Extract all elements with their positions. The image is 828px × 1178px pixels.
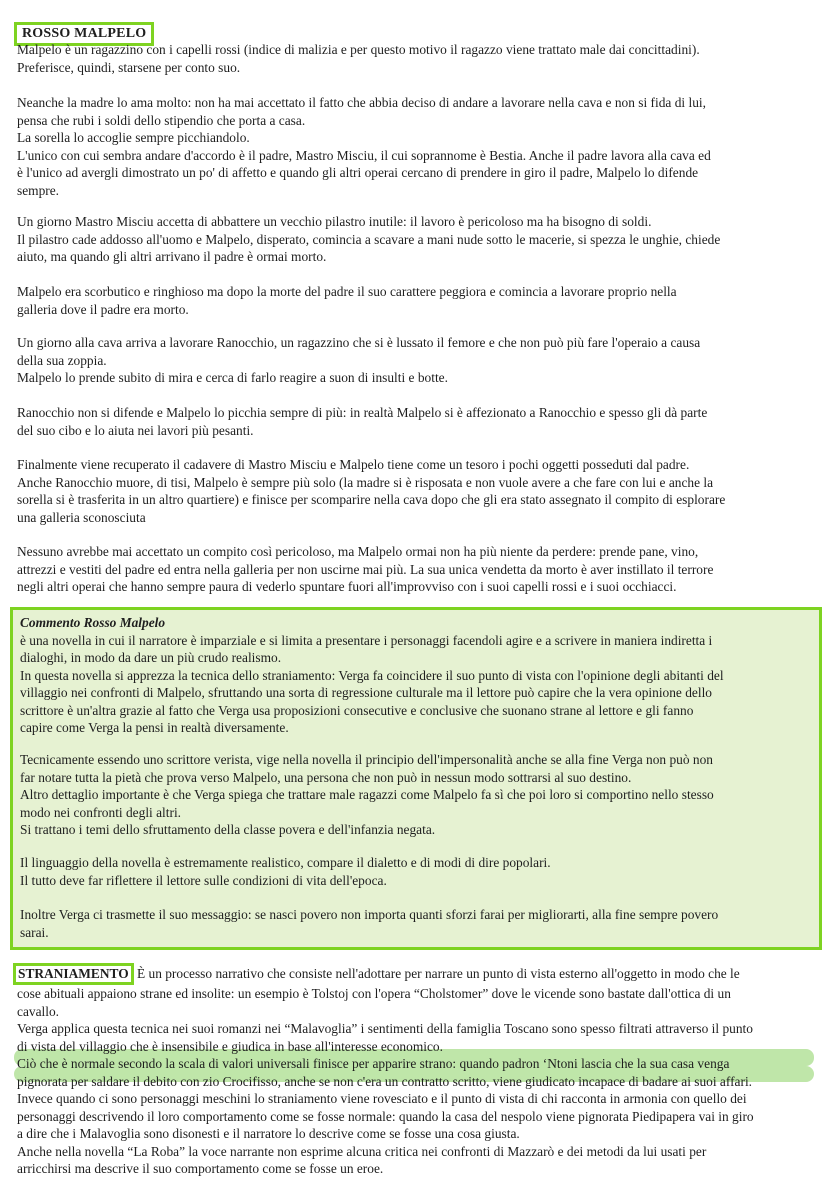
text-line: sarai. — [20, 924, 49, 940]
text-line: di vista del villaggio che è insensibile e giudica in base all'interesse economico. — [17, 1038, 443, 1054]
straniamento-section — [17, 963, 817, 1178]
text-line: Il tutto deve far riflettere il lettore sulle condizioni di vita dell'epoca. — [20, 872, 387, 888]
text-line: personaggi descrivendo il loro comportamento come se fosse normale: quando la casa del nespolo viene pignorata Piedipapera vai in giro — [17, 1108, 754, 1124]
text-line: aiuto, ma quando gli altri arrivano il padre è ormai morto. — [17, 249, 327, 264]
text-line: Invece quando ci sono personaggi meschini lo straniamento viene rovesciato e il punto di vista di chi racconta in armonia con quello dei — [17, 1091, 747, 1106]
text-line: Malpelo era scorbutico e ringhioso ma dopo la morte del padre il suo carattere peggiora e comincia a lavorare proprio nella — [17, 284, 677, 299]
story-paragraph-3 — [17, 213, 817, 266]
text-line: Ranocchio non si difende e Malpelo lo picchia sempre di più: in realtà Malpelo si è affezionato a Ranocchio e spesso gli dà parte — [17, 405, 708, 420]
story-paragraph-5 — [17, 334, 817, 387]
text-line: del suo cibo e lo aiuta nei lavori più pesanti. — [17, 422, 254, 438]
text-line: Nessuno avrebbe mai accettato un compito così pericoloso, ma Malpelo ormai non ha più niente da perdere: prende pane, vino, — [17, 544, 699, 559]
text-line: arricchirsi ma descrive il suo comportamento come se fosse un eroe. — [17, 1161, 384, 1176]
text-line: Anche Ranocchio muore, di tisi, Malpelo è sempre più solo (la madre si è risposata e non vuole avere a che fare con lui e anche la — [17, 474, 714, 490]
text-line — [17, 963, 817, 985]
commentary-paragraph-1 — [20, 614, 820, 737]
text-line: della sua zoppia. — [17, 352, 107, 368]
text-line: villaggio nei confronti di Malpelo, sfruttando una sorta di regressione culturale ma il lettore può capire che la vera opinione dello — [20, 685, 712, 700]
text-line: Si trattano i temi dello sfruttamento della classe povera e dell'infanzia negata. — [20, 822, 436, 837]
text-line: Preferisce, quindi, starsene per conto suo. — [17, 59, 241, 75]
text-line: è l'unico ad avergli dimostrato un po' di affetto e quando gli altri operai cercano di prendere in giro il padre, Malpelo lo difende — [17, 165, 699, 180]
text-line: galleria dove il padre era morto. — [17, 301, 189, 317]
text-line: a dire che i Malavoglia sono disonesti e il narratore lo descrive come se fosse una cosa giusta. — [17, 1126, 520, 1141]
text-line: Malpelo è un ragazzino con i capelli rossi (indice di malizia e per questo motivo il ragazzo viene trattato male dai concittadini). — [17, 42, 700, 57]
story-paragraph-8 — [17, 543, 817, 596]
commentary-paragraph-3 — [20, 854, 820, 889]
text-line: capire come Verga la pensi in realtà diversamente. — [20, 720, 289, 735]
story-paragraph-4 — [17, 283, 817, 318]
text-line: Neanche la madre lo ama molto: non ha mai accettato il fatto che abbia deciso di andare a lavorare nella cava e non si fida di lui, — [17, 95, 706, 110]
text-line: L'unico con cui sembra andare d'accordo è il padre, Mastro Misciu, il cui soprannome è Bestia. Anche il padre lavora alla cava ed — [17, 147, 711, 163]
text-line: cose abituali appaiono strane ed insolite: un esempio è Tolstoj con l'opera “Cholstomer” dove le vicende sono bastate dall'ottica di un — [17, 986, 731, 1001]
commentary-paragraph-4 — [20, 906, 820, 941]
story-paragraph-1 — [17, 41, 817, 76]
text-line: dialoghi, in modo da dare un più crudo realismo. — [20, 650, 282, 665]
commentary-paragraph-2 — [20, 751, 820, 839]
text-line: una galleria sconosciuta — [17, 509, 146, 525]
page-title: ROSSO MALPELO — [14, 22, 154, 46]
text-line: Finalmente viene recuperato il cadavere di Mastro Misciu e Malpelo tiene come un tesoro i pochi oggetti posseduti dal padre. — [17, 457, 690, 472]
text-line: modo nei confronti degli altri. — [20, 804, 182, 820]
text-line: Tecnicamente essendo uno scrittore verista, vige nella novella il principio dell'impersonalità anche se alla fine Verga non può non — [20, 752, 713, 767]
commentary-box — [10, 607, 822, 950]
text-line: Anche nella novella “La Roba” la voce narrante non esprime alcuna critica nei confronti di Mazzarò e dei metodi da lui usati per — [17, 1143, 707, 1159]
text-line: Un giorno Mastro Misciu accetta di abbattere un vecchio pilastro inutile: il lavoro è pericoloso ma ha bisogno di soldi. — [17, 214, 652, 229]
commentary-title: Commento Rosso Malpelo — [20, 615, 166, 630]
text-line: far notare tutta la pietà che prova verso Malpelo, una persona che non può in nessun modo sottrarsi al suo destino. — [20, 769, 632, 785]
story-paragraph-6 — [17, 404, 817, 439]
text-line: Verga applica questa tecnica nei suoi romanzi nei “Malavoglia” i sentimenti della famiglia Toscano sono spesso filtrati attraverso il punto — [17, 1021, 753, 1036]
text-line: attrezzi e vestiti del padre ed entra nella galleria per non uscirne mai più. La sua unica vendetta da morto è aver instillato il terrore — [17, 561, 714, 577]
story-paragraph-7 — [17, 456, 817, 526]
text-line: Un giorno alla cava arriva a lavorare Ranocchio, un ragazzino che si è lussato il femore e che non può più fare l'operaio a causa — [17, 335, 701, 350]
highlighted-line: pignorata per saldare il debito con zio Crocifisso, anche se non c'era un contratto scritto, viene giudicato incapace di badare ai suoi affari. — [17, 1073, 753, 1089]
text-line: In questa novella si apprezza la tecnica dello straniamento: Verga fa coincidere il suo punto di vista con l'opinione degli abitanti del — [20, 667, 724, 683]
text-line: è una novella in cui il narratore è imparziale e si limita a presentare i personaggi facendoli agire e a scrivere in maniera indiretta i — [20, 632, 713, 648]
straniamento-heading: STRANIAMENTO — [13, 963, 134, 985]
text-line: La sorella lo accoglie sempre picchiandolo. — [17, 130, 250, 145]
text-line: sorella si è trasferita in un altro quartiere) e finisce per scomparire nella cava dopo che gli era stato assegnato il compito di esplorare — [17, 492, 726, 507]
text-line: sempre. — [17, 182, 60, 198]
text-line: Il pilastro cade addosso all'uomo e Malpelo, disperato, comincia a scavare a mani nude sotto le macerie, si spezza le unghie, chiede — [17, 231, 721, 247]
story-paragraph-2 — [17, 94, 817, 199]
text-line: Malpelo lo prende subito di mira e cerca di farlo reagire a suon di insulti e botte. — [17, 370, 448, 385]
text-line: Inoltre Verga ci trasmette il suo messaggio: se nasci povero non importa quanti sforzi farai per migliorarti, alla fine sempre povero — [20, 907, 719, 922]
text-line: pensa che rubi i soldi dello stipendio che porta a casa. — [17, 112, 306, 128]
text-line: cavallo. — [17, 1003, 60, 1019]
text-line: negli altri operai che hanno sempre paura di vederlo spuntare fuori all'improvviso con i suoi capelli rossi e i suoi occhiacci. — [17, 579, 677, 594]
text-line: Altro dettaglio importante è che Verga spiega che trattare male ragazzi come Malpelo fa sì che poi loro si comportino nello stesso — [20, 787, 714, 802]
straniamento-intro: È un processo narrativo che consiste nell'adottare per narrare un punto di vista esterno all'oggetto in modo che le — [133, 966, 740, 981]
text-line: Il linguaggio della novella è estremamente realistico, compare il dialetto e di modi di dire popolari. — [20, 855, 551, 870]
highlighted-line: Ciò che è normale secondo la scala di valori universali finisce per apparire strano: quando padron ‘Ntoni lascia che la sua casa venga — [17, 1056, 730, 1071]
text-line: scrittore è un'altra grazie al fatto che Verga usa proposizioni consecutive e conclusive che suonano strane al lettore e gli fanno — [20, 702, 694, 718]
